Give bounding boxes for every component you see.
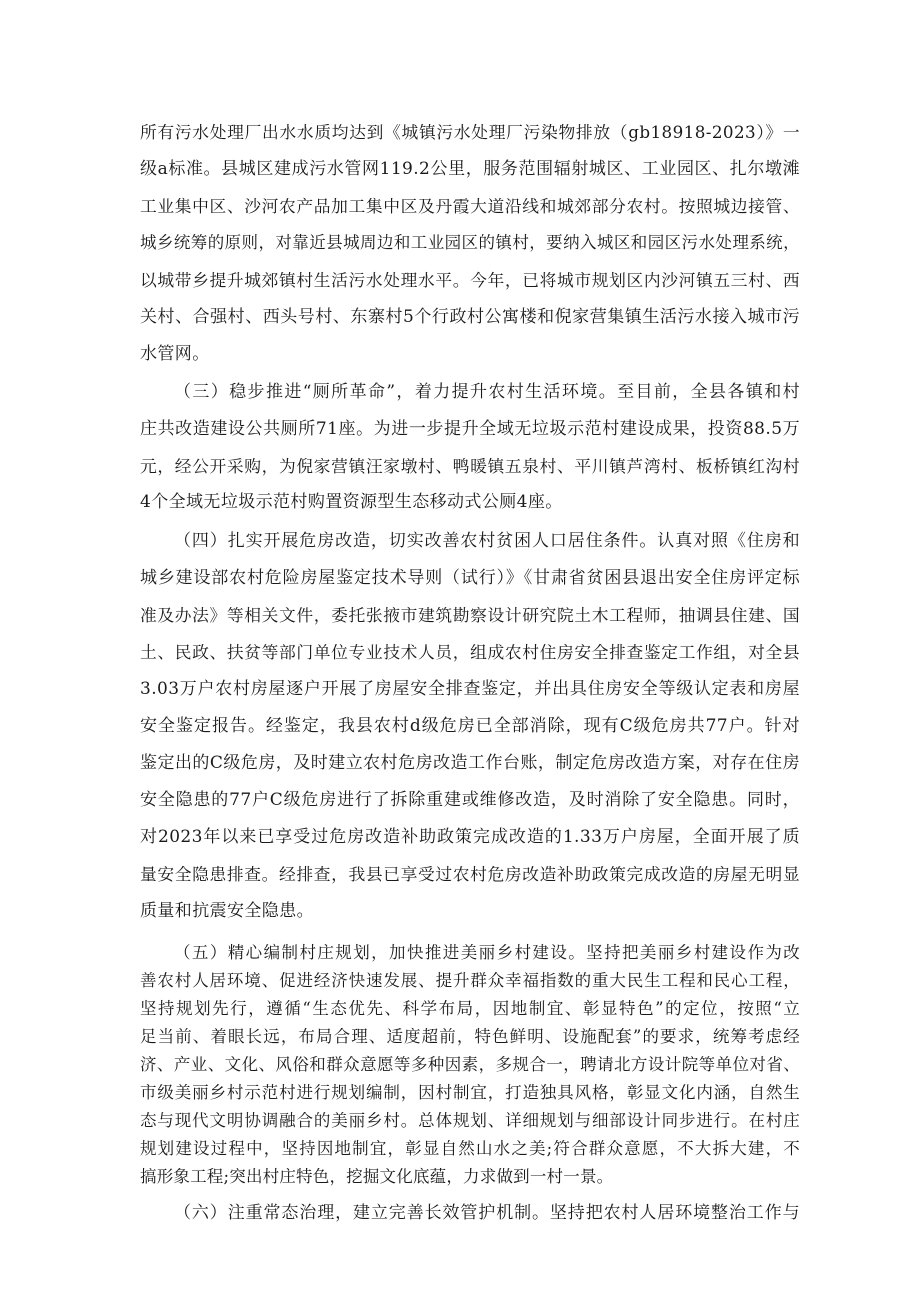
text-line: 质量和抗震安全隐患。 xyxy=(140,901,314,921)
text-line: 鉴定出的C级危房，及时建立农村危房改造工作台账，制定危房改造方案，对存在住房 xyxy=(140,753,800,773)
text-line: 足当前、着眼长远，布局合理、适度超前，特色鲜明、设施配套”的要求，统筹考虑经 xyxy=(140,1027,800,1046)
text-line: （六）注重常态治理，建立完善长效管护机制。坚持把农村人居环境整治工作与 xyxy=(174,1203,800,1223)
text-line: 庄共改造建设公共厕所71座。为进一步提升全域无垃圾示范村建设成果，投资88.5万 xyxy=(140,419,800,439)
text-line: 元，经公开采购，为倪家营镇汪家墩村、鸭暖镇五泉村、平川镇芦湾村、板桥镇红沟村 xyxy=(140,456,800,476)
text-line: 4个全域无垃圾示范村购置资源型生态移动式公厕4座。 xyxy=(140,492,563,512)
text-line: 关村、合强村、西头号村、东寨村5个行政村公寓楼和倪家营集镇生活污水接入城市污 xyxy=(140,307,800,327)
text-line: 搞形象工程;突出村庄特色，挖掘文化底蕴，力求做到一村一景。 xyxy=(140,1167,614,1186)
text-line: 对2023年以来已享受过危房改造补助政策完成改造的1.33万户房屋，全面开展了质 xyxy=(140,827,800,847)
text-line: 土、民政、扶贫等部门单位专业技术人员，组成农村住房安全排查鉴定工作组，对全县 xyxy=(140,642,800,662)
text-line: 工业集中区、沙河农产品加工集中区及丹霞大道沿线和城郊部分农村。按照城边接管、 xyxy=(140,196,800,216)
text-line: 济、产业、文化、风俗和群众意愿等多种因素，多规合一，聘请北方设计院等单位对省、 xyxy=(140,1055,800,1074)
text-line: （三）稳步推进“厕所革命”，着力提升农村生活环境。至目前，全县各镇和村 xyxy=(174,382,800,402)
text-line: 安全隐患的77户C级危房进行了拆除重建或维修改造，及时消除了安全隐患。同时， xyxy=(140,790,800,810)
text-line: 水管网。 xyxy=(140,344,210,364)
text-line: （四）扎实开展危房改造，切实改善农村贫困人口居住条件。认真对照《住房和 xyxy=(174,531,800,551)
text-line: 城乡建设部农村危险房屋鉴定技术导则（试行）》《甘肃省贫困县退出安全住房评定标 xyxy=(140,568,800,588)
text-line: 安全鉴定报告。经鉴定，我县农村d级危房已全部消除，现有C级危房共77户。针对 xyxy=(140,716,800,736)
text-line: 规划建设过程中，坚持因地制宜，彰显自然山水之美;符合群众意愿，不大拆大建，不 xyxy=(140,1139,800,1158)
text-line: 以城带乡提升城郊镇村生活污水处理水平。今年，已将城市规划区内沙河镇五三村、西 xyxy=(140,270,800,290)
text-line: 量安全隐患排查。经排查，我县已享受过农村危房改造补助政策完成改造的房屋无明显 xyxy=(140,864,800,884)
text-line: 所有污水处理厂出水水质均达到《城镇污水处理厂污染物排放（gb18918-2023）》一 xyxy=(140,122,800,142)
text-line: 3.03万户农村房屋逐户开展了房屋安全排查鉴定，并出具住房安全等级认定表和房屋 xyxy=(140,679,800,699)
text-line: 善农村人居环境、促进经济快速发展、提升群众幸福指数的重大民生工程和民心工程， xyxy=(140,971,800,990)
text-line: 准及办法》等相关文件，委托张掖市建筑勘察设计研究院土木工程师，抽调县住建、国 xyxy=(140,605,800,625)
text-line: 城乡统筹的原则，对靠近县城周边和工业园区的镇村，要纳入城区和园区污水处理系统， xyxy=(140,233,800,252)
text-line: 市级美丽乡村示范村进行规划编制，因村制宜，打造独具风格，彰显文化内涵，自然生 xyxy=(140,1083,800,1102)
text-line: （五）精心编制村庄规划，加快推进美丽乡村建设。坚持把美丽乡村建设作为改 xyxy=(174,943,800,962)
text-line: 级a标准。县城区建成污水管网119.2公里，服务范围辐射城区、工业园区、扎尔墩滩 xyxy=(140,159,800,179)
text-line: 态与现代文明协调融合的美丽乡村。总体规划、详细规划与细部设计同步进行。在村庄 xyxy=(140,1111,800,1130)
text-line: 坚持规划先行，遵循“生态优先、科学布局，因地制宜、彰显特色”的定位，按照“立 xyxy=(140,999,800,1018)
